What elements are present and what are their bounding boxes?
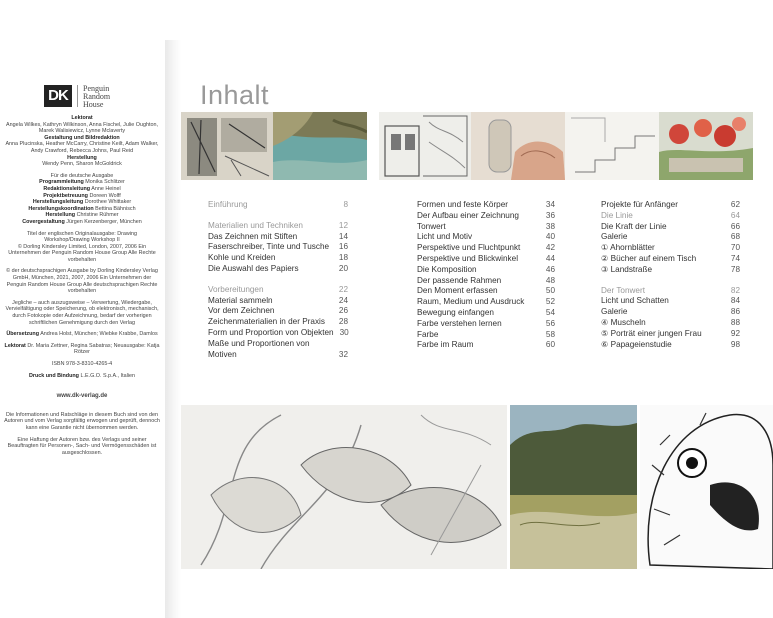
- toc-entry[interactable]: Farbe 58: [417, 329, 555, 339]
- toc-entry[interactable]: Galerie 86: [601, 307, 740, 317]
- toc-entry[interactable]: Motiven 32: [208, 349, 348, 359]
- illustration-leaves-sketch: [181, 405, 507, 569]
- toc-entry[interactable]: Vor dem Zeichnen 26: [208, 306, 348, 316]
- toc-entry[interactable]: Raum, Medium und Ausdruck 52: [417, 297, 555, 307]
- imprint-page: [0, 0, 165, 618]
- illustration-window-sketch: [181, 112, 273, 180]
- toc-entry[interactable]: ⑤ Porträt einer jungen Frau 92: [601, 328, 740, 338]
- toc-entry[interactable]: Farbe verstehen lernen 56: [417, 318, 555, 328]
- publisher-logo: [44, 85, 110, 109]
- toc-entry[interactable]: ⑥ Papageienstudie 98: [601, 339, 740, 349]
- toc-column-2: [417, 200, 555, 351]
- toc-entry[interactable]: Den Moment erfassen 50: [417, 286, 555, 296]
- toc-entry[interactable]: Faserschreiber, Tinte und Tusche 16: [208, 242, 348, 252]
- toc-entry[interactable]: Galerie 68: [601, 232, 740, 242]
- toc-entry[interactable]: Materialien und Techniken 12: [208, 220, 348, 230]
- illustration-hand-bottle: [471, 112, 565, 180]
- toc-entry[interactable]: ④ Muscheln 88: [601, 317, 740, 327]
- contents-page: [181, 0, 773, 618]
- penguin-random-house-text: Penguin Random House: [83, 84, 111, 109]
- toc-entry[interactable]: Zeichenmaterialien in der Praxis 28: [208, 317, 348, 327]
- toc-entry[interactable]: Bewegung einfangen 54: [417, 307, 555, 317]
- toc-entry[interactable]: Das Zeichnen mit Stiften 14: [208, 231, 348, 241]
- page-title: Inhalt: [200, 80, 270, 110]
- website-link[interactable]: www.dk-verlag.de: [56, 393, 108, 400]
- toc-entry[interactable]: Die Kraft der Linie 66: [601, 221, 740, 231]
- toc-entry[interactable]: Einführung 8: [208, 200, 348, 209]
- toc-column-1: [208, 200, 348, 360]
- page-gutter: [165, 40, 181, 618]
- toc-entry[interactable]: Perspektive und Fluchtpunkt 42: [417, 243, 555, 253]
- toc-entry[interactable]: Vorbereitungen 22: [208, 284, 348, 294]
- toc-entry[interactable]: Der Aufbau einer Zeichnung 36: [417, 210, 555, 220]
- toc-entry[interactable]: Tonwert 38: [417, 221, 555, 231]
- toc-entry[interactable]: Licht und Schatten 84: [601, 296, 740, 306]
- toc-entry[interactable]: Kohle und Kreiden 18: [208, 253, 348, 263]
- imprint-text: Lektorat Angela Wilkes, Kathryn Wilkinson, Anna Fischel, Julie Oughton, Marek Walisiewicz, Lynne Mclaverty Gestaltung und Bildredaktion Anna Plucinska, Heather McCarry, Christine Keilt, Adam Walker, Andy Crawford, Rebecca Johns, Paul Reid Herstellung Wendy Penn, Sharon McGoldrick Für die deutsche Ausgabe Programmleitung Monika Schlitzer Redaktionsleitung Anne Heinel Projektbetreuung Doreen Wolff Herstellungsleitung Dorothee Whittaker Herstellungskoordination Bettina Bähnisch Herstellung Christine Rühmer Covergestaltung Jürgen Kerzenberger, München Titel der englischen Originalausgabe: Drawing Workshop/Drawing Workshop II © Dorling Kindersley Limited, London, 2007, 2006 Ein Unternehmen der Penguin Random House Group Alle Rechte vorbehalten © der deutschsprachigen Ausgabe by Dorling Kindersley Verlag GmbH, München, 2021, 2007, 2006 Ein Unternehmen der Penguin Random House Group Alle deutschsprachigen Rechte vorbehalten Jegliche – auch auszugsweise – Verwertung, Wiedergabe, Vervielfältigung oder Speicherung, ob elektronisch, mechanisch, durch Fotokopie oder Aufzeichnung, bedarf der vorherigen schriftlichen Genehmigung durch den Verlag Übersetzung Andrea Holst, München; Wiebke Krabbe, Damlos Lektorat Dr. Maria Zettner, Regina Sabatras; Neuausgabe: Katja Rötzer ISBN 978-3-8310-4265-4 Druck und Bindung L.E.G.O. S.p.A., Italien www.dk-verlag.de Die Informationen und Ratschläge in diesem Buch sind von den Autoren und vom Verlag sorgfältig erwogen und geprüft, dennoch kann eine Garantie nicht übernommen werden. Eine Haftung der Autoren bzw. des Verlags und seiner Beauftragten für Personen-, Sach- und Vermögensschäden ist ausgeschlossen.: [4, 115, 160, 456]
- toc-entry[interactable]: Farbe im Raum 60: [417, 340, 555, 350]
- toc-entry[interactable]: Die Linie 64: [601, 210, 740, 220]
- toc-entry[interactable]: Material sammeln 24: [208, 295, 348, 305]
- toc-entry[interactable]: Der Tonwert 82: [601, 285, 740, 295]
- toc-entry[interactable]: Projekte für Anfänger 62: [601, 200, 740, 209]
- toc-entry[interactable]: Formen und feste Körper 34: [417, 200, 555, 209]
- toc-entry[interactable]: ② Bücher auf einem Tisch 74: [601, 253, 740, 263]
- illustration-parrot-sketch: [640, 405, 773, 569]
- toc-entry[interactable]: Der passende Rahmen 48: [417, 275, 555, 285]
- toc-entry[interactable]: Die Auswahl des Papiers 20: [208, 263, 348, 273]
- toc-entry[interactable]: Maße und Proportionen von: [208, 338, 310, 348]
- toc-entry[interactable]: ① Ahornblätter 70: [601, 243, 740, 253]
- dk-logo-mark: DK: [44, 85, 72, 107]
- illustration-landscape-painting: [510, 405, 637, 569]
- toc-entry[interactable]: Perspektive und Blickwinkel 44: [417, 253, 555, 263]
- toc-column-3: [601, 200, 740, 350]
- toc-entry[interactable]: Die Komposition 46: [417, 264, 555, 274]
- toc-entry[interactable]: Form und Proportion von Objekten 30: [208, 327, 349, 337]
- toc-entry[interactable]: Licht und Motiv 40: [417, 232, 555, 242]
- toc-entry[interactable]: ③ Landstraße 78: [601, 264, 740, 274]
- illustration-house-sketch: [379, 112, 471, 180]
- illustration-stairs-sketch: [565, 112, 659, 180]
- illustration-coast-painting: [273, 112, 367, 180]
- illustration-flowers-painting: [659, 112, 753, 180]
